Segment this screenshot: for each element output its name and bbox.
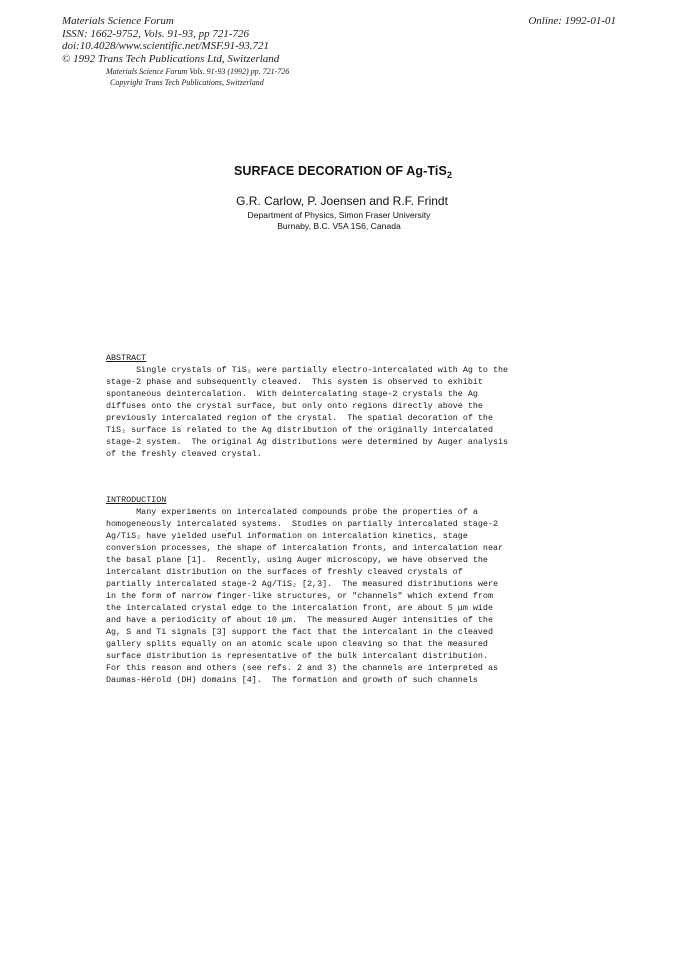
issn-line: ISSN: 1662-9752, Vols. 91-93, pp 721-726 [62, 27, 249, 40]
introduction-line: For this reason and others (see refs. 2 and 3) the channels are interpreted as [106, 663, 499, 673]
abstract-line: previously intercalated region of the crystal. The spatial decoration of the [106, 413, 493, 423]
introduction-line: Ag/TiS₂ have yielded useful information on intercalation kinetics, stage [106, 531, 468, 541]
original-header-line1: Materials Science Forum Vols. 91-93 (1992) pp. 721-726 [106, 67, 290, 76]
introduction-line: Daumas-Hérold (DH) domains [4]. The formation and growth of such channels [106, 675, 478, 685]
online-date: Online: 1992-01-01 [528, 15, 616, 27]
introduction-section [106, 494, 566, 686]
doi-line[interactable]: doi:10.4028/www.scientific.net/MSF.91-93.721 [62, 40, 270, 52]
affiliation-line2: Burnaby, B.C. V5A 1S6, Canada [277, 221, 401, 231]
abstract-line: Single crystals of TiS₂ were partially electro-intercalated with Ag to the [106, 365, 509, 375]
abstract-section [106, 352, 566, 460]
abstract-line: stage-2 phase and subsequently cleaved. This system is observed to exhibit [106, 377, 483, 387]
introduction-line: intercalant distribution on the surfaces of freshly cleaved crystals of [106, 567, 463, 577]
introduction-line: the intercalated crystal edge to the intercalation front, are about 5 μm wide [106, 603, 493, 613]
abstract-line: diffuses onto the crystal surface, but only onto regions directly above the [106, 401, 483, 411]
journal-name: Materials Science Forum [62, 15, 174, 27]
original-header [106, 66, 289, 88]
authors: G.R. Carlow, P. Joensen and R.F. Frindt [236, 194, 448, 208]
abstract-heading: ABSTRACT [106, 353, 147, 363]
abstract-line: TiS₂ surface is related to the Ag distribution of the originally intercalated [106, 425, 493, 435]
introduction-line: conversion processes, the shape of intercalation fronts, and intercalation near [106, 543, 504, 553]
paper-title-main: SURFACE DECORATION OF Ag-TiS [233, 164, 447, 178]
introduction-line: Ag, S and Ti signals [3] support the fact that the intercalant in the cleaved [106, 627, 493, 637]
introduction-line: partially intercalated stage-2 Ag/TiS₂ [2,3]. The measured distributions were [106, 579, 499, 589]
introduction-line: and have a periodicity of about 10 μm. The measured Auger intensities of the [106, 615, 493, 625]
original-header-line2: Copyright Trans Tech Publications, Switzerland [110, 78, 264, 87]
affiliation-line1: Department of Physics, Simon Fraser University [247, 210, 431, 220]
introduction-line: Many experiments on intercalated compounds probe the properties of a [106, 507, 478, 517]
introduction-line: gallery splits equally on an atomic scale upon cleaving so that the measured [106, 639, 488, 649]
abstract-line: stage-2 system. The original Ag distributions were determined by Auger analysis [106, 437, 509, 447]
introduction-heading: INTRODUCTION [106, 495, 167, 505]
paper-title [0, 164, 678, 180]
introduction-line: homogeneously intercalated systems. Studies on partially intercalated stage-2 [106, 519, 499, 529]
introduction-line: surface distribution is representative of the bulk intercalant distribution. [106, 651, 488, 661]
introduction-line: the basal plane [1]. Recently, using Auger microscopy, we have observed the [106, 555, 488, 565]
paper-title-subscript: 2 [446, 170, 453, 180]
introduction-line: in the form of narrow finger-like structures, or "channels" which extend from [106, 591, 493, 601]
copyright-line: © 1992 Trans Tech Publications Ltd, Switzerland [62, 52, 280, 65]
introduction-body [106, 506, 566, 686]
abstract-line: spontaneous deintercalation. With deintercalating stage-2 crystals the Ag [106, 389, 478, 399]
abstract-line: of the freshly cleaved crystal. [106, 449, 262, 459]
title-block [0, 164, 678, 232]
abstract-body [106, 364, 566, 460]
